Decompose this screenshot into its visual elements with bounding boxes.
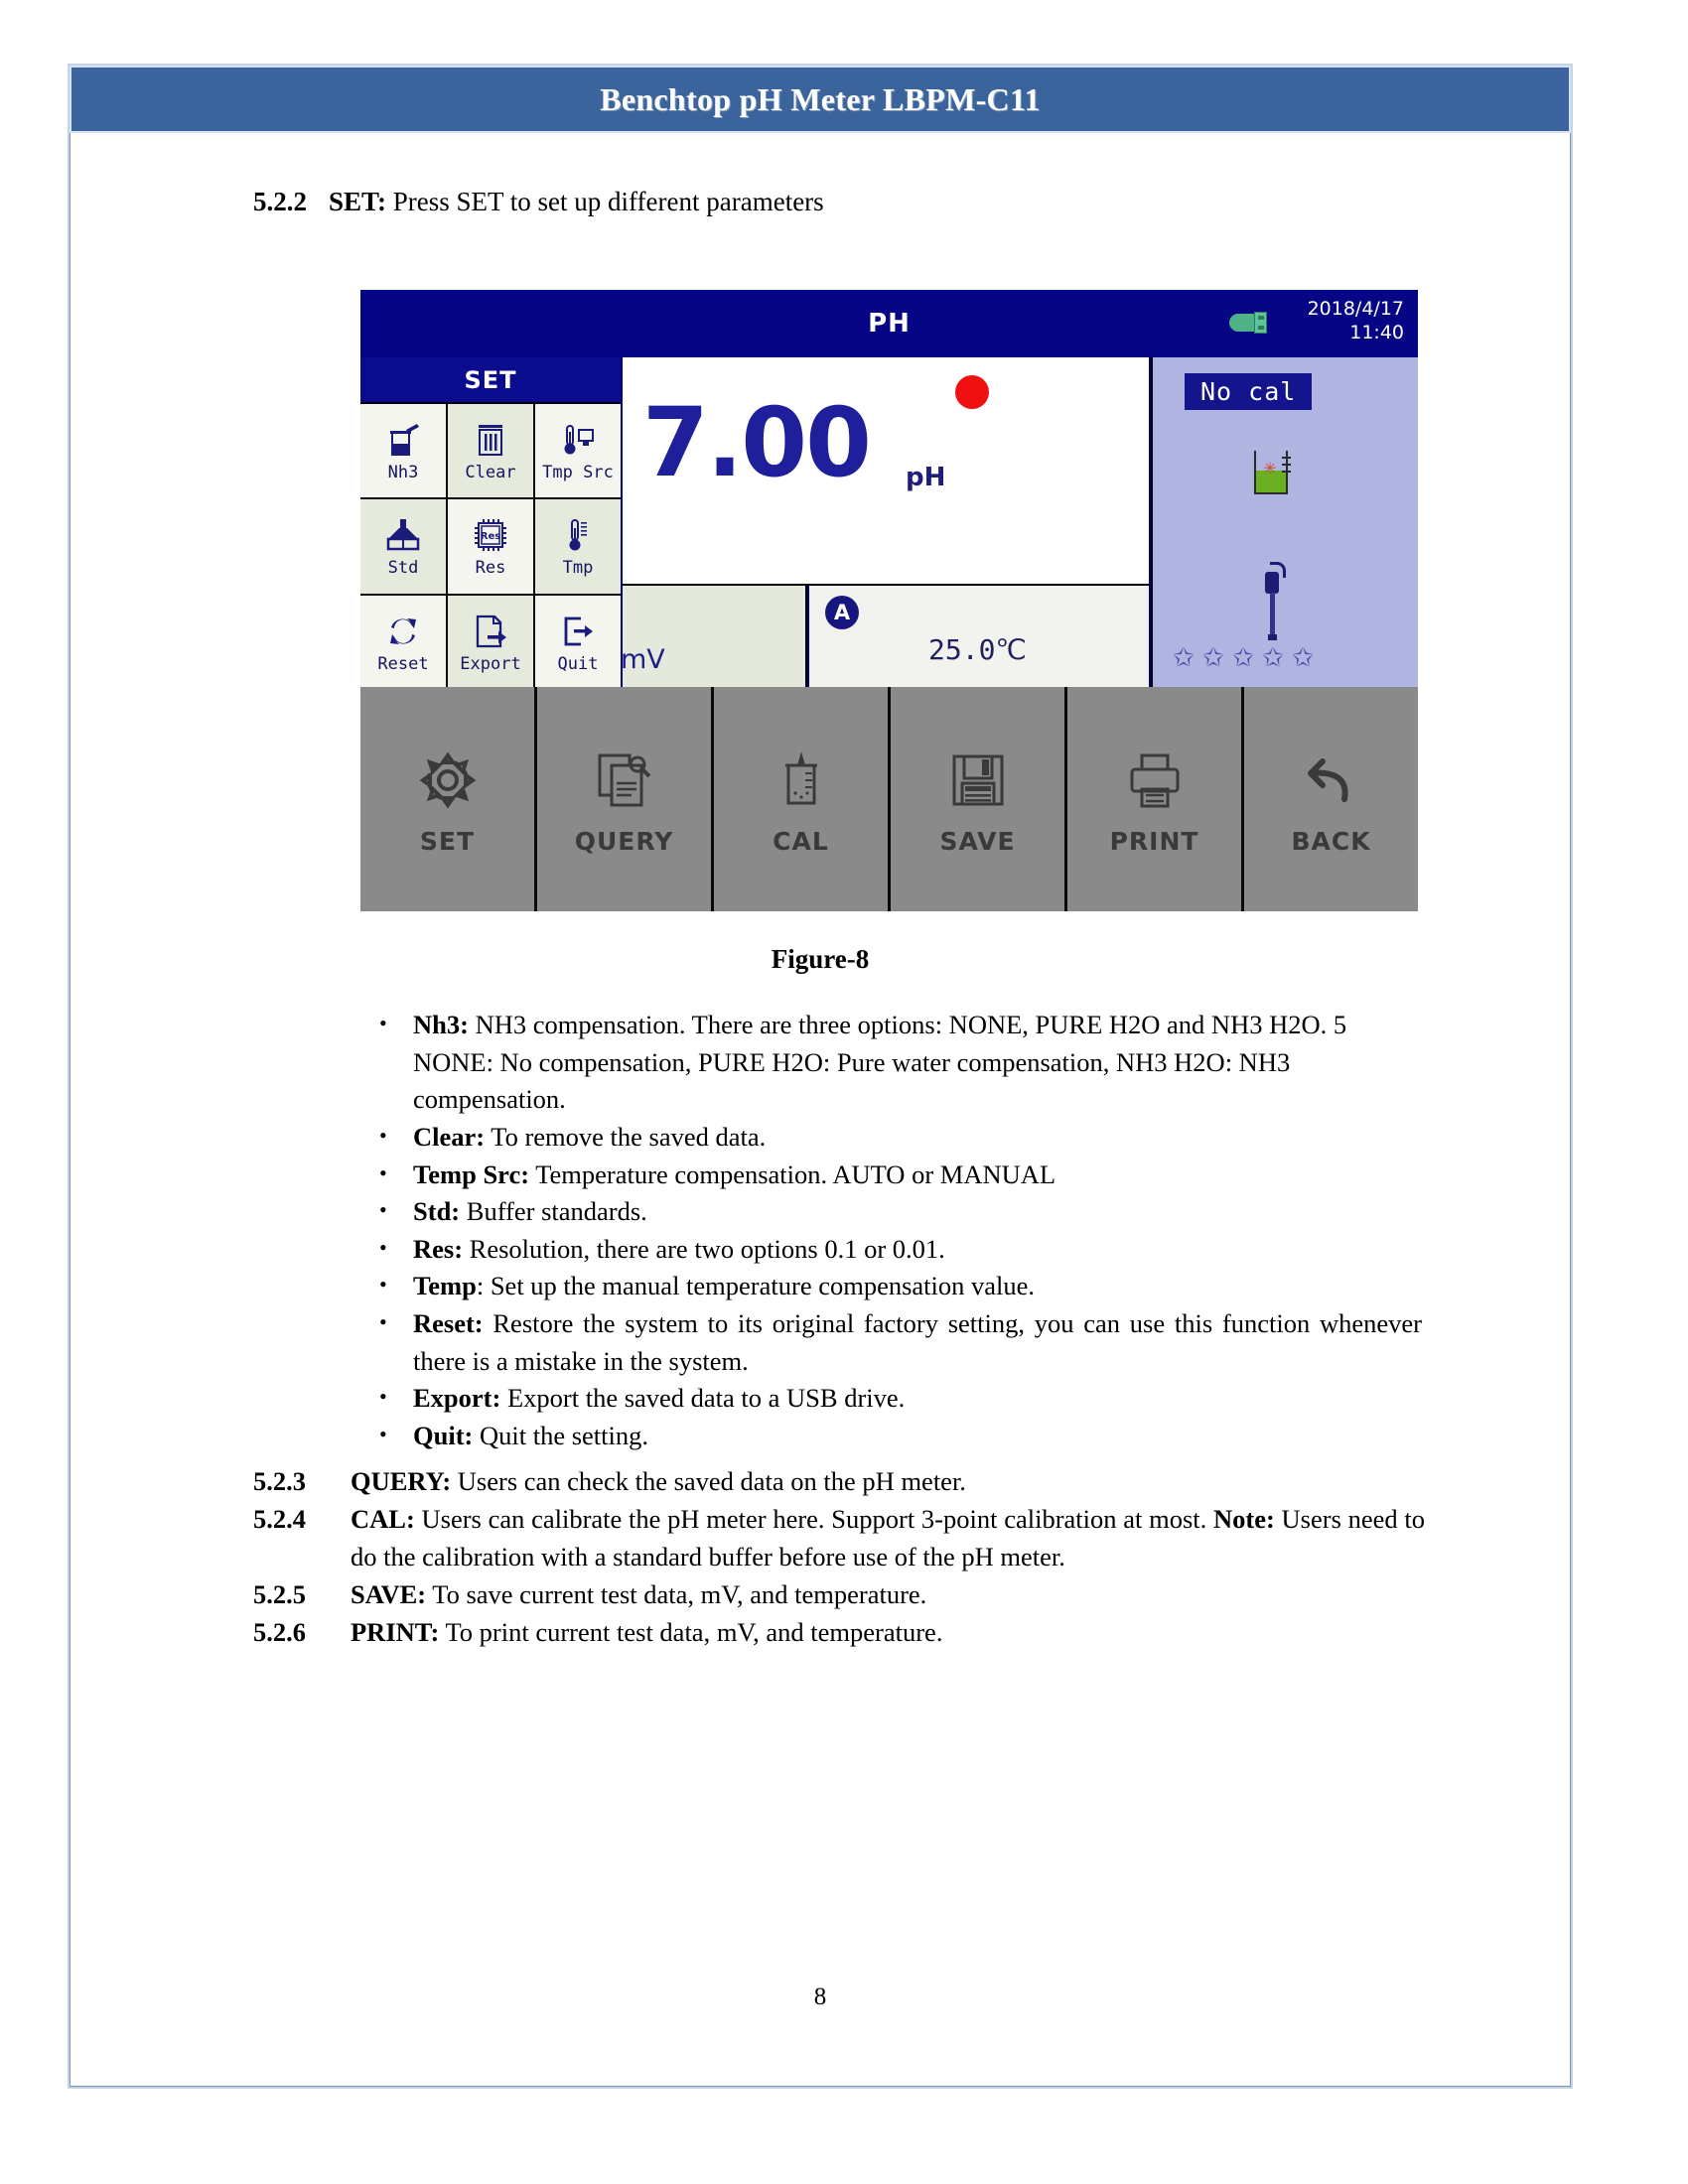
numbered-item-text: To save current test data, mV, and temperature. bbox=[426, 1578, 927, 1609]
set-panel-title: SET bbox=[360, 357, 621, 404]
file-export-icon bbox=[474, 611, 507, 652]
floppy-disk-icon bbox=[949, 744, 1007, 817]
toolbar-back-label: BACK bbox=[1291, 826, 1371, 856]
bullet-marker: • bbox=[379, 1234, 387, 1260]
bullet-desc: NH3 compensation. There are three options: NONE, PURE H2O and NH3 H2O. 5 NONE: No compensation, PURE H2O: Pure water compensation, NH3 H2O: NH3 compensation. bbox=[413, 1010, 1347, 1115]
numbered-item-number: 5.2.3 bbox=[253, 1466, 306, 1496]
thermometer-source-icon bbox=[560, 419, 596, 461]
flask-book-icon bbox=[385, 514, 421, 556]
device-status-bar bbox=[360, 290, 1418, 357]
document-search-icon bbox=[594, 744, 655, 817]
toolbar-button-set[interactable] bbox=[360, 687, 534, 911]
refresh-cycle-icon bbox=[385, 611, 421, 652]
toolbar-button-print[interactable] bbox=[1067, 687, 1241, 911]
set-button-quit[interactable] bbox=[535, 596, 621, 689]
set-button-clear-label: Clear bbox=[465, 463, 516, 483]
bullet-desc: Export the saved data to a USB drive. bbox=[500, 1383, 906, 1414]
bullet-desc: Restore the system to its original factory setting, you can use this function whenever there is a mistake in the system. bbox=[413, 1308, 1422, 1376]
set-button-clear[interactable] bbox=[448, 404, 533, 497]
bullet-marker: • bbox=[379, 1122, 387, 1148]
list-item bbox=[379, 1305, 1422, 1380]
usb-icon bbox=[1229, 312, 1269, 334]
page-number: 8 bbox=[813, 1983, 827, 2010]
numbered-item-number: 5.2.4 bbox=[253, 1503, 306, 1534]
toolbar-button-query[interactable] bbox=[537, 687, 711, 911]
numbered-item-525 bbox=[253, 1576, 1425, 1614]
calibration-side-panel bbox=[1151, 357, 1418, 687]
numbered-item-term: PRINT: bbox=[351, 1616, 440, 1647]
beaker-dropper-icon bbox=[386, 419, 420, 461]
document-header bbox=[70, 66, 1571, 133]
numbered-item-524 bbox=[253, 1501, 1425, 1576]
mv-label: mV bbox=[621, 644, 665, 675]
electrode-probe-icon bbox=[1260, 562, 1284, 639]
device-mode-label: PH bbox=[868, 309, 911, 339]
toolbar-button-cal[interactable] bbox=[714, 687, 888, 911]
ph-unit-label: pH bbox=[906, 463, 946, 492]
numbered-item-term: CAL: bbox=[351, 1503, 415, 1534]
set-button-export[interactable] bbox=[448, 596, 533, 689]
bullet-term: Clear: bbox=[413, 1121, 486, 1152]
bullet-term: Temp Src: bbox=[413, 1159, 530, 1189]
set-button-grid bbox=[360, 404, 621, 689]
set-parameter-bullet-list bbox=[379, 1007, 1422, 1455]
page-content bbox=[70, 135, 1571, 2087]
back-arrow-icon bbox=[1303, 744, 1360, 817]
printer-icon bbox=[1126, 744, 1184, 817]
toolbar-query-label: QUERY bbox=[574, 826, 674, 856]
set-button-std-label: Std bbox=[387, 558, 419, 579]
toolbar-print-label: PRINT bbox=[1109, 826, 1199, 856]
set-button-tmp-src[interactable] bbox=[535, 404, 621, 497]
beaker-calibration-icon bbox=[775, 744, 827, 817]
numbered-item-text: Users can check the saved data on the pH meter. bbox=[451, 1466, 966, 1496]
numbered-item-text: To print current test data, mV, and temperature. bbox=[439, 1616, 943, 1647]
numbered-item-term: QUERY: bbox=[351, 1466, 452, 1496]
set-button-tmp-src-label: Tmp Src bbox=[542, 463, 614, 483]
exit-arrow-icon bbox=[561, 611, 595, 652]
set-button-reset-label: Reset bbox=[377, 653, 429, 674]
list-item bbox=[379, 1119, 1422, 1157]
numbered-item-note-term: Note: bbox=[1213, 1503, 1275, 1534]
set-button-res[interactable] bbox=[448, 499, 533, 593]
set-menu-panel bbox=[360, 357, 621, 687]
numbered-item-526 bbox=[253, 1614, 1425, 1652]
gear-icon bbox=[417, 744, 479, 817]
bullet-desc: To remove the saved data. bbox=[485, 1121, 767, 1152]
set-button-nh3[interactable] bbox=[360, 404, 446, 497]
numbered-item-number: 5.2.6 bbox=[253, 1616, 306, 1647]
list-item bbox=[379, 1157, 1422, 1194]
calibration-status-badge: No cal bbox=[1185, 373, 1312, 410]
toolbar-button-save[interactable] bbox=[891, 687, 1064, 911]
auto-mode-badge: A bbox=[825, 596, 859, 629]
toolbar-save-label: SAVE bbox=[939, 826, 1016, 856]
bullet-term: Res: bbox=[413, 1233, 464, 1264]
bullet-desc: Quit the setting. bbox=[473, 1420, 649, 1450]
figure-caption: Figure-8 bbox=[771, 944, 870, 974]
svg-text:Res: Res bbox=[480, 531, 501, 543]
toolbar-button-back[interactable] bbox=[1244, 687, 1418, 911]
bullet-marker: • bbox=[379, 1421, 387, 1446]
numbered-item-523 bbox=[253, 1463, 1425, 1501]
red-dot-indicator bbox=[955, 375, 989, 409]
bullet-desc: Buffer standards. bbox=[460, 1196, 647, 1227]
document-title: Benchtop pH Meter LBPM-C11 bbox=[600, 80, 1041, 117]
bullet-term: Temp bbox=[413, 1271, 477, 1301]
chip-res-icon bbox=[473, 514, 508, 556]
bullet-term: Std: bbox=[413, 1196, 461, 1227]
bullet-desc: Temperature compensation. AUTO or MANUAL bbox=[529, 1159, 1056, 1189]
temperature-cell bbox=[809, 586, 1149, 687]
set-button-tmp-label: Tmp bbox=[562, 558, 594, 579]
trash-icon bbox=[476, 419, 505, 461]
toolbar-set-label: SET bbox=[419, 826, 476, 856]
set-button-res-label: Res bbox=[475, 558, 506, 579]
bullet-marker: • bbox=[379, 1309, 387, 1334]
temperature-value: 25.0℃ bbox=[928, 633, 1027, 666]
device-date: 2018/4/17 bbox=[1307, 298, 1404, 320]
thermometer-icon bbox=[563, 514, 593, 556]
bullet-term: Export: bbox=[413, 1383, 501, 1414]
device-screenshot-figure bbox=[360, 290, 1418, 911]
list-item bbox=[379, 1380, 1422, 1418]
set-button-reset[interactable] bbox=[360, 596, 446, 689]
device-bottom-toolbar bbox=[360, 687, 1418, 911]
bullet-marker: • bbox=[379, 1384, 387, 1410]
list-item bbox=[379, 1193, 1422, 1231]
numbered-item-term: SAVE: bbox=[351, 1578, 427, 1609]
bullet-term: Quit: bbox=[413, 1420, 474, 1450]
beaker-icon: ✳ bbox=[1250, 447, 1294, 496]
bullet-marker: • bbox=[379, 1272, 387, 1297]
numbered-item-note-text: Users need to do the calibration with a standard buffer before use of the pH meter. bbox=[351, 1503, 1425, 1571]
list-item bbox=[379, 1418, 1422, 1455]
bullet-marker: • bbox=[379, 1011, 387, 1035]
set-button-nh3-label: Nh3 bbox=[387, 463, 419, 483]
ph-value: 7.00 bbox=[642, 387, 870, 498]
device-time: 11:40 bbox=[1349, 321, 1404, 343]
toolbar-cal-label: CAL bbox=[773, 826, 829, 856]
bullet-desc: : Set up the manual temperature compensation value. bbox=[476, 1271, 1036, 1301]
list-item bbox=[379, 1268, 1422, 1305]
bullet-marker: • bbox=[379, 1197, 387, 1223]
device-datetime bbox=[1308, 298, 1404, 345]
bullet-desc: Resolution, there are two options 0.1 or 0.01. bbox=[463, 1233, 945, 1264]
numbered-section-list bbox=[253, 1463, 1425, 1651]
bullet-term: Nh3: bbox=[413, 1010, 469, 1039]
numbered-item-text: Users can calibrate the pH meter here. Support 3-point calibration at most. bbox=[414, 1503, 1213, 1534]
set-button-quit-label: Quit bbox=[557, 653, 599, 674]
list-item bbox=[379, 1007, 1422, 1119]
section-text: Press SET to set up different parameters bbox=[392, 187, 824, 216]
device-mid-region bbox=[360, 357, 1418, 687]
section-heading bbox=[253, 187, 824, 217]
numbered-item-number: 5.2.5 bbox=[253, 1578, 306, 1609]
section-number: 5.2.2 bbox=[253, 187, 307, 216]
mv-cell bbox=[623, 586, 807, 687]
section-label: SET: bbox=[329, 187, 387, 216]
bullet-marker: • bbox=[379, 1160, 387, 1185]
list-item bbox=[379, 1231, 1422, 1269]
set-button-export-label: Export bbox=[460, 653, 521, 674]
electrode-rating-stars: ✩ ✩ ✩ ✩ ✩ bbox=[1173, 643, 1314, 673]
bullet-term: Reset: bbox=[413, 1308, 484, 1338]
set-button-tmp[interactable] bbox=[535, 499, 621, 593]
ph-readout-panel bbox=[623, 357, 1149, 586]
set-button-std[interactable] bbox=[360, 499, 446, 593]
